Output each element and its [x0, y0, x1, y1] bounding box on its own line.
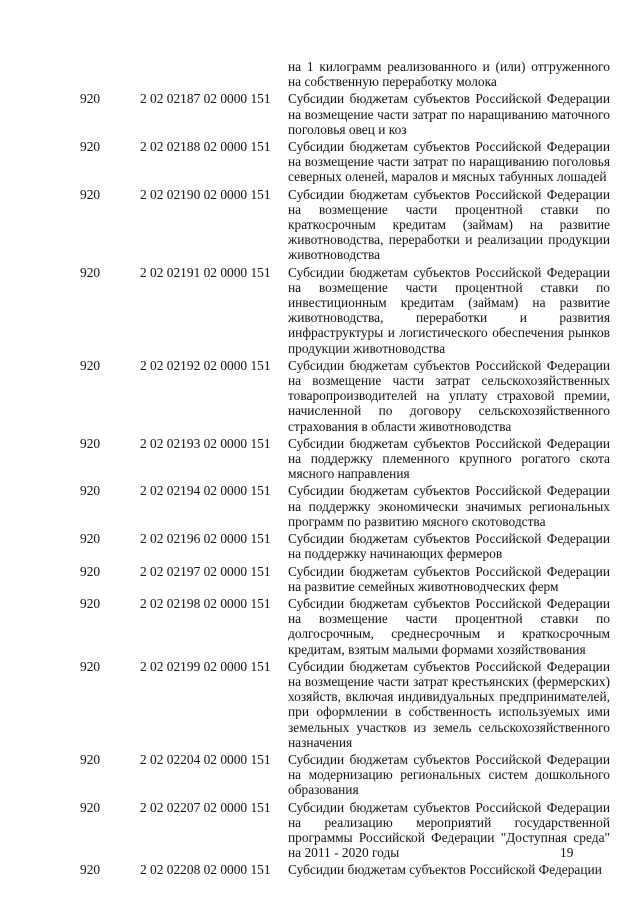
table-row [0, 531, 640, 561]
budget-classification-code: 2 02 02204 02 0000 151 [140, 751, 271, 767]
revenue-description: на 1 килограмм реализованного и (или) отгруженного на собственную переработку молока [288, 59, 610, 90]
budget-classification-code: 2 02 02192 02 0000 151 [140, 357, 271, 373]
administrator-code: 920 [80, 357, 101, 373]
table-row [0, 139, 640, 185]
revenue-description: Субсидии бюджетам субъектов Российской Федерации на реализацию мероприятий государственной программы Российской Федерации "Доступная среда" на 2011 - 2020 годы [288, 799, 610, 861]
revenue-description: Субсидии бюджетам субъектов Российской Федерации на поддержку начинающих фермеров [288, 531, 610, 562]
table-row [0, 59, 640, 89]
budget-classification-code: 2 02 02199 02 0000 151 [140, 658, 271, 674]
administrator-code: 920 [80, 483, 101, 499]
table-row [0, 596, 640, 657]
revenue-description: Субсидии бюджетам субъектов Российской Федерации на поддержку племенного крупного рогатого скота мясного направления [288, 435, 610, 482]
table-row [0, 265, 640, 356]
administrator-code: 920 [80, 186, 101, 202]
administrator-code: 920 [80, 91, 101, 107]
revenue-description: Субсидии бюджетам субъектов Российской Федерации на поддержку экономически значимых региональных программ по развитию мясного скотоводства [288, 483, 610, 529]
page-number: 19 [560, 845, 574, 860]
budget-classification-code: 2 02 02197 02 0000 151 [140, 563, 271, 579]
budget-classification-code: 2 02 02190 02 0000 151 [140, 186, 271, 202]
budget-classification-code: 2 02 02208 02 0000 151 [140, 862, 271, 878]
administrator-code: 920 [80, 799, 101, 815]
table-row [0, 752, 640, 798]
administrator-code: 920 [80, 435, 101, 451]
table-row [0, 862, 640, 877]
revenue-description: Субсидии бюджетам субъектов Российской Федерации [288, 862, 602, 878]
table-row [0, 659, 640, 750]
budget-classification-code: 2 02 02198 02 0000 151 [140, 595, 271, 611]
administrator-code: 920 [80, 658, 101, 674]
revenue-description: Субсидии бюджетам субъектов Российской Федерации на возмещение части процентной ставки по долгосрочным, среднесрочным и краткосрочным кредитам, взятым малыми формами хозяйствования [288, 595, 610, 657]
revenue-description: Субсидии бюджетам субъектов Российской Федерации на возмещение части затрат по наращиванию маточного поголовья овец и коз [288, 91, 610, 137]
revenue-description: Субсидии бюджетам субъектов Российской Федерации на возмещение части затрат сельскохозяйственных товаропроизводителей на уплату страховой премии, начисленной по договору сельскохозяйственного страхования в области животноводства [288, 357, 610, 434]
table-row [0, 358, 640, 434]
budget-classification-code: 2 02 02207 02 0000 151 [140, 799, 271, 815]
budget-classification-code: 2 02 02187 02 0000 151 [140, 91, 271, 107]
administrator-code: 920 [80, 139, 101, 155]
table-row [0, 483, 640, 529]
table-row [0, 91, 640, 137]
administrator-code: 920 [80, 264, 101, 280]
administrator-code: 920 [80, 862, 101, 878]
revenue-description: Субсидии бюджетам субъектов Российской Федерации на развитие семейных животноводческих ферм [288, 563, 610, 594]
revenue-description: Субсидии бюджетам субъектов Российской Федерации на возмещение части процентной ставки по краткосрочным кредитам (займам) на развитие животноводства, переработки и реализации продукции животноводства [288, 186, 610, 263]
budget-classification-code: 2 02 02191 02 0000 151 [140, 264, 271, 280]
table-row [0, 800, 640, 861]
administrator-code: 920 [80, 563, 101, 579]
administrator-code: 920 [80, 531, 101, 547]
revenue-codes-table [0, 59, 640, 878]
revenue-description: Субсидии бюджетам субъектов Российской Федерации на модернизацию региональных систем дошкольного образования [288, 751, 610, 798]
administrator-code: 920 [80, 751, 101, 767]
budget-classification-code: 2 02 02194 02 0000 151 [140, 483, 271, 499]
administrator-code: 920 [80, 595, 101, 611]
revenue-description: Субсидии бюджетам субъектов Российской Федерации на возмещение части процентной ставки по инвестиционным кредитам (займам) на развитие животноводства, переработки и развития инфраструктуры и логистического обеспечения рынков продукции животноводства [288, 264, 610, 356]
revenue-description: Субсидии бюджетам субъектов Российской Федерации на возмещение части затрат по наращиванию поголовья северных оленей, маралов и мясных табунных лошадей [288, 139, 610, 185]
table-row [0, 436, 640, 482]
table-row [0, 187, 640, 263]
table-row [0, 564, 640, 594]
revenue-description: Субсидии бюджетам субъектов Российской Федерации на возмещение части затрат крестьянских (фермерских) хозяйств, включая индивидуальных предпринимателей, при оформлении в собственность используемых ими земельных участков из земель сельскохозяйственного назначения [288, 658, 610, 750]
budget-classification-code: 2 02 02188 02 0000 151 [140, 139, 271, 155]
budget-classification-code: 2 02 02196 02 0000 151 [140, 531, 271, 547]
budget-classification-code: 2 02 02193 02 0000 151 [140, 435, 271, 451]
